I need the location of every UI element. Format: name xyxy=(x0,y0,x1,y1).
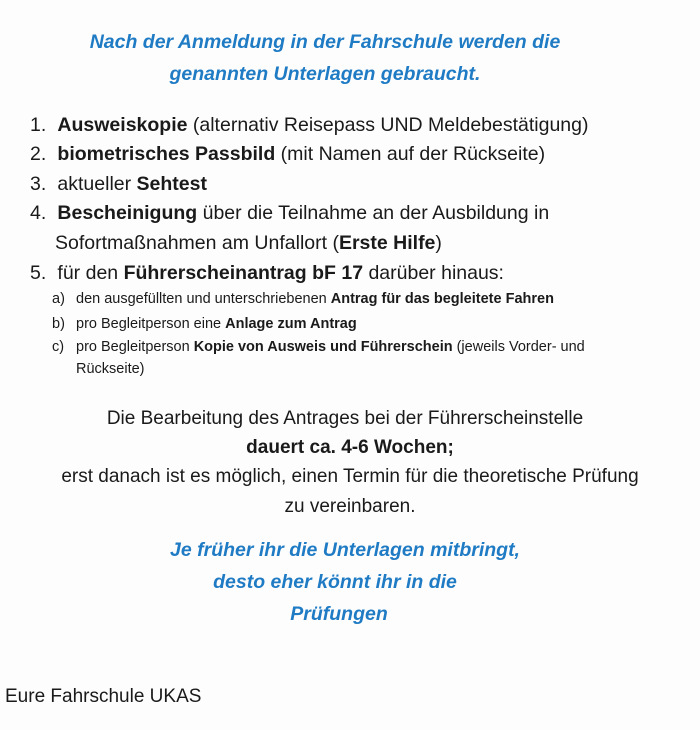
list-item-4-continuation xyxy=(55,232,442,255)
info-line-2: dauert ca. 4-6 Wochen; xyxy=(246,437,454,458)
item-bold: Führerscheinantrag bF 17 xyxy=(123,262,364,284)
list-item-5 xyxy=(30,262,504,285)
subitem-b xyxy=(52,316,357,332)
item-number: 1. xyxy=(30,114,47,136)
item-text: für den xyxy=(57,262,124,284)
info-line-1: Die Bearbeitung des Antrages bei der Führerscheinstelle xyxy=(106,408,584,429)
item-number: 2. xyxy=(30,143,47,165)
list-item-3 xyxy=(30,173,207,196)
closing-line-3: Prüfungen xyxy=(290,603,388,625)
subitem-bold: Kopie von Ausweis und Führerschein xyxy=(193,339,453,355)
subitem-label: b) xyxy=(52,316,65,332)
subitem-a xyxy=(52,291,554,307)
item-text: (alternativ Reisepass UND Meldebestätigung) xyxy=(187,114,589,136)
item-number: 4. xyxy=(30,202,47,224)
list-item-4 xyxy=(30,202,549,225)
item-bold: Ausweiskopie xyxy=(57,114,188,136)
subitem-label: c) xyxy=(52,339,65,355)
subitem-text: pro Begleitperson xyxy=(76,339,194,355)
item-text: über die Teilnahme an der Ausbildung in xyxy=(197,202,550,224)
subitem-c xyxy=(52,339,585,355)
closing-line-2: desto eher könnt ihr in die xyxy=(213,571,457,593)
item-text: darüber hinaus: xyxy=(363,262,504,284)
closing-line-1: Je früher ihr die Unterlagen mitbringt, xyxy=(170,539,520,561)
subitem-c-continuation: Rückseite) xyxy=(76,361,145,377)
item-text: (mit Namen auf der Rückseite) xyxy=(275,143,546,165)
info-line-4: zu vereinbaren. xyxy=(284,496,416,517)
item-text: ) xyxy=(435,232,442,254)
subitem-text: den ausgefüllten und unterschriebenen xyxy=(76,291,331,307)
signature: Eure Fahrschule UKAS xyxy=(5,686,202,707)
subitem-text: pro Begleitperson eine xyxy=(76,316,226,332)
info-line-3: erst danach ist es möglich, einen Termin für die theoretische Prüfung xyxy=(61,466,639,487)
item-text: Sofortmaßnahmen am Unfallort ( xyxy=(55,232,339,254)
subitem-bold: Anlage zum Antrag xyxy=(225,316,357,332)
heading-line-1: Nach der Anmeldung in der Fahrschule werden die xyxy=(89,31,561,53)
item-text: aktueller xyxy=(57,173,137,195)
subitem-text: (jeweils Vorder- und xyxy=(452,339,585,355)
item-bold: Sehtest xyxy=(136,173,207,195)
list-item-2 xyxy=(30,143,545,166)
list-item-1 xyxy=(30,114,589,137)
item-bold: biometrisches Passbild xyxy=(57,143,276,165)
heading-line-2: genannten Unterlagen gebraucht. xyxy=(169,63,481,85)
item-bold: Bescheinigung xyxy=(57,202,198,224)
subitem-bold: Antrag für das begleitete Fahren xyxy=(330,291,554,307)
item-number: 5. xyxy=(30,262,47,284)
item-bold: Erste Hilfe xyxy=(338,232,436,254)
subitem-label: a) xyxy=(52,291,65,307)
item-number: 3. xyxy=(30,173,47,195)
